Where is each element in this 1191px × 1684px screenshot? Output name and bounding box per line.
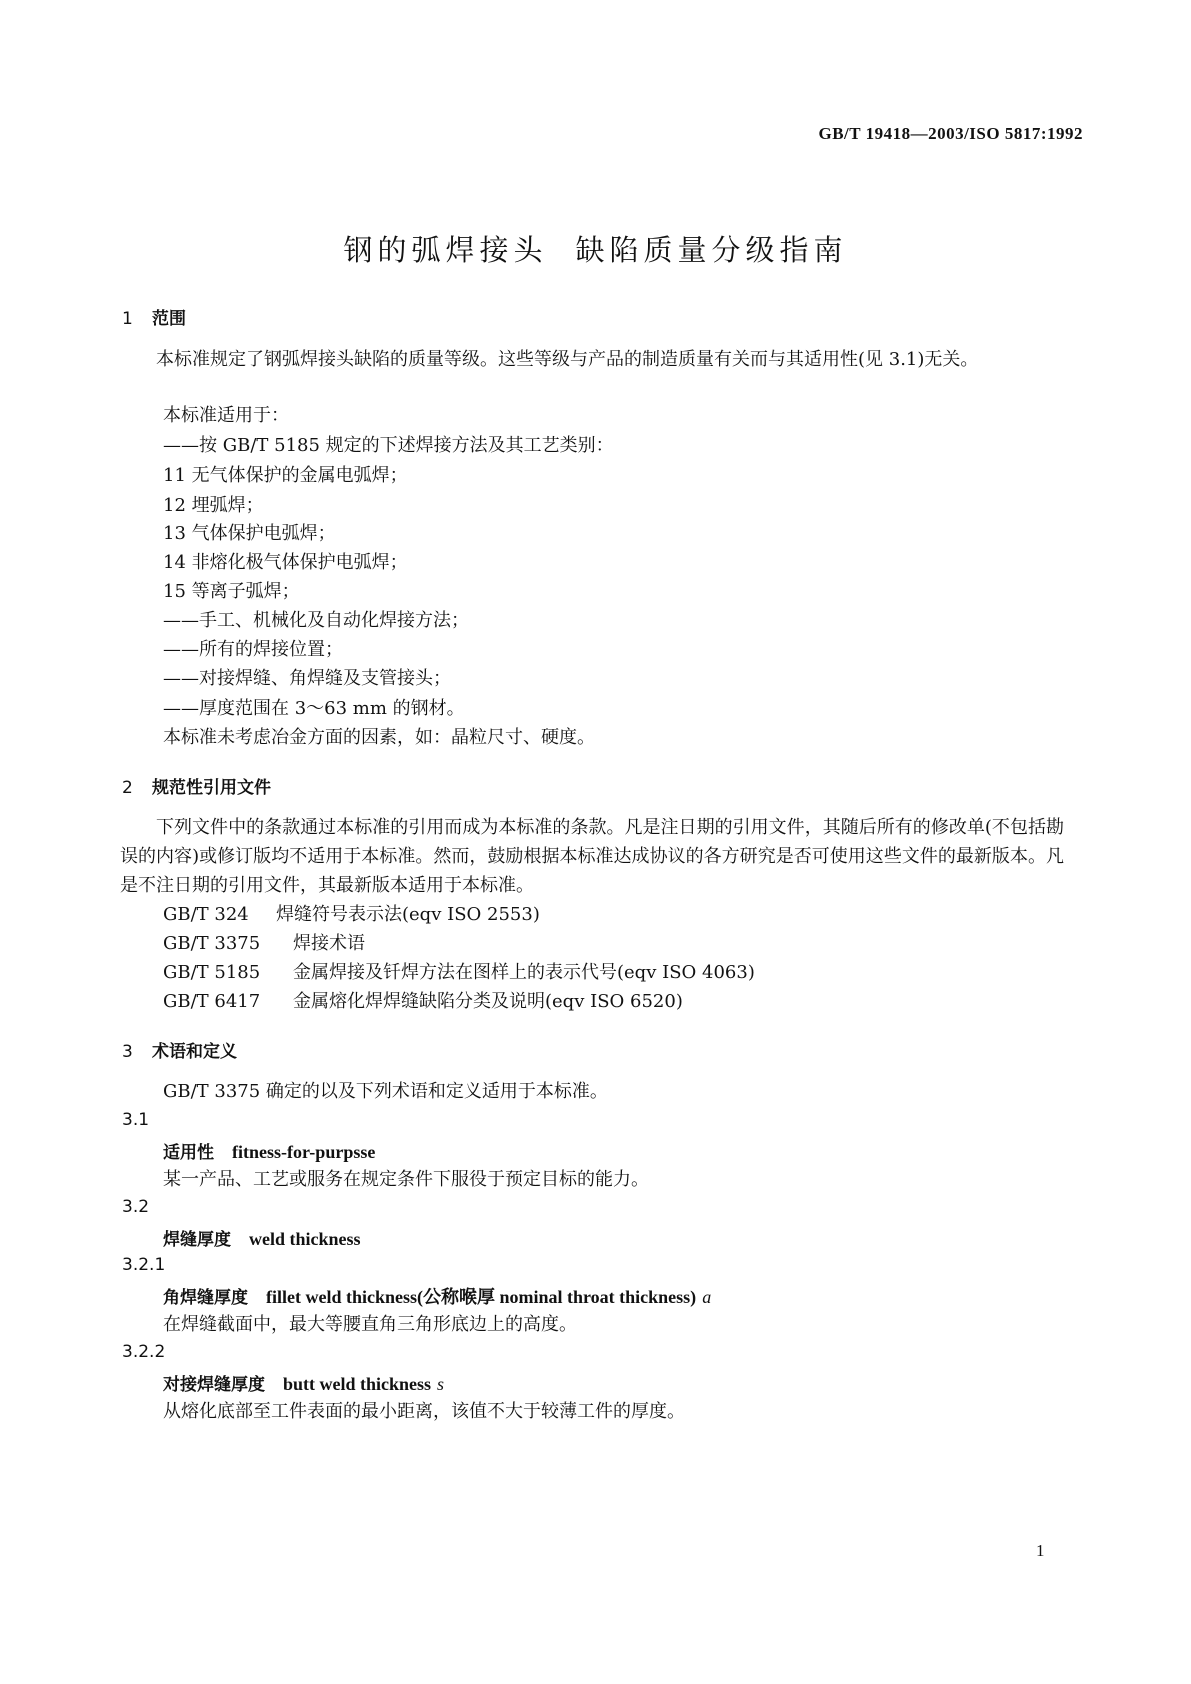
list-item: 12 埋弧焊； [163, 495, 264, 516]
reference-code: GB/T 6417 [163, 991, 261, 1012]
term-entry [163, 1225, 361, 1250]
term-zh: 角焊缝厚度 [163, 1288, 248, 1308]
clause-number: 3.2.2 [122, 1342, 166, 1362]
text-line: 本标准未考虑冶金方面的因素，如：晶粒尺寸、硬度。 [163, 727, 595, 748]
section-3-heading [122, 1037, 237, 1062]
reference-title: 焊缝符号表示法(eqv ISO 2553) [276, 904, 540, 925]
reference-code: GB/T 3375 [163, 933, 261, 954]
list-item: ——对接焊缝、角焊缝及支管接头； [163, 668, 451, 689]
term-entry [163, 1283, 711, 1309]
section-number: 3 [122, 1042, 133, 1062]
section-3-intro: GB/T 3375 确定的以及下列术语和定义适用于本标准。 [163, 1081, 608, 1102]
list-item: ——手工、机械化及自动化焊接方法； [163, 610, 469, 631]
list-item: 13 气体保护电弧焊； [163, 523, 336, 544]
reference-title: 金属熔化焊焊缝缺陷分类及说明(eqv ISO 6520) [293, 991, 683, 1012]
term-en: fillet weld thickness(公称喉厚 nominal throat thickness) [266, 1287, 697, 1307]
section-1-heading [122, 304, 186, 329]
term-zh: 适用性 [163, 1143, 214, 1163]
reference-item [163, 957, 755, 989]
document-title [0, 228, 1191, 269]
text-line: ——按 GB/T 5185 规定的下述焊接方法及其工艺类别： [163, 435, 614, 456]
clause-number: 3.2.1 [122, 1255, 166, 1275]
list-item: 11 无气体保护的金属电弧焊； [163, 465, 408, 486]
reference-title: 焊接术语 [293, 933, 365, 954]
term-definition: 在焊缝截面中，最大等腰直角三角形底边上的高度。 [163, 1314, 577, 1335]
list-item: 14 非熔化极气体保护电弧焊； [163, 552, 408, 573]
term-en: fitness-for-purpsse [232, 1142, 376, 1162]
term-entry [163, 1370, 444, 1395]
list-item: ——厚度范围在 3～63 mm 的钢材。 [163, 698, 465, 719]
section-1-paragraph: 本标准规定了钢弧焊接头缺陷的质量等级。这些等级与产品的制造质量有关而与其适用性(见 3.1)无关。 [156, 349, 979, 370]
section-title: 术语和定义 [152, 1042, 237, 1062]
clause-number: 3.2 [122, 1197, 150, 1217]
section-2-paragraph: 下列文件中的条款通过本标准的引用而成为本标准的条款。凡是注日期的引用文件，其随后所有的修改单(不包括勘误的内容)或修订版均不适用于本标准。然而，鼓励根据本标准达成协议的各方研究是否可使用这些文件的最新版本。凡是不注日期的引用文件，其最新版本适用于本标准。 [120, 817, 1064, 896]
term-entry [163, 1138, 375, 1163]
list-item: 15 等离子弧焊； [163, 581, 300, 602]
term-zh: 焊缝厚度 [163, 1230, 231, 1250]
reference-item [163, 986, 683, 1018]
title-part1: 钢的弧焊接头 [343, 233, 548, 267]
list-item: ——所有的焊接位置； [163, 639, 343, 660]
title-part2: 缺陷质量分级指南 [575, 233, 848, 267]
reference-item [163, 899, 540, 931]
text-line: 本标准适用于： [163, 405, 289, 426]
term-symbol: a [702, 1287, 712, 1307]
reference-item [163, 928, 365, 960]
section-2-heading [122, 773, 271, 798]
term-en: weld thickness [249, 1229, 361, 1249]
section-number: 2 [122, 778, 133, 798]
section-number: 1 [122, 309, 133, 329]
reference-code: GB/T 5185 [163, 962, 261, 983]
term-definition: 某一产品、工艺或服务在规定条件下服役于预定目标的能力。 [163, 1169, 649, 1190]
term-zh: 对接焊缝厚度 [163, 1375, 265, 1395]
page-number: 1 [1036, 1541, 1045, 1560]
term-definition: 从熔化底部至工件表面的最小距离，该值不大于较薄工件的厚度。 [163, 1401, 685, 1422]
reference-code: GB/T 324 [163, 904, 249, 925]
section-title: 范围 [152, 309, 186, 329]
section-title: 规范性引用文件 [152, 778, 271, 798]
reference-title: 金属焊接及钎焊方法在图样上的表示代号(eqv ISO 4063) [293, 962, 755, 983]
standard-number: GB/T 19418—2003/ISO 5817:1992 [818, 124, 1083, 143]
clause-number: 3.1 [122, 1110, 150, 1130]
term-symbol: s [437, 1374, 445, 1394]
term-en: butt weld thickness [283, 1374, 432, 1394]
